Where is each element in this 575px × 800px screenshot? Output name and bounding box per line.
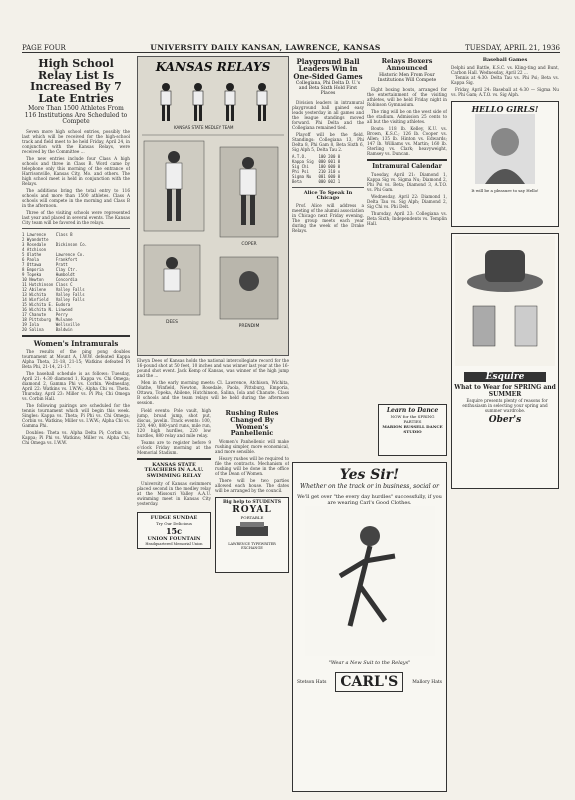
relays-photo-art (138, 57, 288, 355)
hello-girls-ad: HELLO GIRLS! It will be a pleasure to say Hello! (451, 101, 559, 227)
calendar-headline: Intramural Calendar (372, 162, 442, 170)
fudge-sundae-ad: FUDGE SUNDAE Try Our Delicious 15c UNION FOUNTAIN Headquartered Memorial Union (137, 512, 211, 549)
esquire-ad: Esquire What to Wear for SPRING and SUMMER Esquire presents plenty of reasons for enthusiasm in selecting your spring and summer wardrobe. Ober's (451, 233, 559, 489)
column-4: Relays Boxers Announced Historic Men From Four Institutions Will Compete Eight boxing bouts, arranged for the entertainment of the visiting athletes, will be held Friday night in Robinson Gymnasium. The ring will be on the west side of the stadium. Admission 25 cents to all but the visiting athletes. Bouts: 118 lb. Kelley, K.U. vs. Brown, K.S.C.; 126 lb. Cooper vs. Allen; 135 lb. Hinton vs. Edwards; 147 lb. Williams vs. Martin; 160 lb. Sterling vs. Clark; heavyweight, Ramsey vs. Duncan. Intramural Calendar Tuesday, April 21: Diamond 1, Kappa Sig vs. Sigma Nu; Diamond 2, Phi Psi vs. Beta; Diamond 3, A.T.O. vs. Phi Gam. Wednesday, April 22: Diamond 1, Delta Tau vs. Sig Alph; Diamond 2, Sig Chi vs. Phi Delt. Thursday, April 23: Collegiana vs. Beta Sixth; Independents vs. Templin Hall. (367, 57, 447, 226)
portrait-icon (475, 114, 535, 184)
entry-list: 1 Lawrence Class B 2 Wyandotte 3 Rosedale Dickinson Co. 4 Atchison 5 Olathe Lawrence Co. 6 Paola Frankfort 7 Ottawa Pratt 8 Emporia Clay Ctr. 9 Topeka Humboldt 10 Newton Concordia 11 Hutchinson Class C 12 Abilene Valley Falls 13 Wichita Valley Falls 14 Winfield Valley Falls 15 Wichita E. Eudora 16 Wichita N. Linwood 17 Chanute Perry 18 Pittsburg Mulvane 19 Iola Wellsville 20 Salina Baldwin (22, 231, 88, 332)
chicago-headline: Alice To Speak In Chicago (303, 189, 353, 202)
column-2: Elwyn Dees of Kansas holds the national intercollegiate record for the 16-pound shot at 50 feet, 10 inches and was winner last year at the 16-pound shot event. Jack Kemp of Kansas, was winner of the high jump and the ... Men in the early morning meets: Cl. Lawrence, Atchison, Wichita, Olathe, Winfield, Newton, Rosedale, Paola, Pittsburg, Emporia, Ottawa, Topeka, Abilene, Hutchinson, Salina, Iola and Chanute. Class B schools and the team relays will be held during the afternoon session. Field events: Pole vault, high jump, broad jump, shot put, discus, javelin. Track events: 100, 220, 440, 880-yard runs, mile run, 120 high hurdles, 220 low hurdles, 880 relay and mile relay. Teams are to register before 9 o'clock Friday morning at the Memorial Stadium. KANSAS STATE TEACHERS IN A.A.U. SWIMMING RELAY University of Kansas swimmers placed second in the medley relay at the Missouri Valley A.A.U. swimming meet in Kansas City yesterday. FUDGE SUNDAE Try Our Delicious 15c UNION FOUNTAIN Headquartered Memorial Union Rushing Rules Changed By Women's Panhellenic Women's Panhellenic will make rushing simpler, more economical, and more sensible. Heavy rushes will be required to file the contracts. Mechanism of rushing will be done in the office of the Dean of Women. There will be two parties allowed each house. The dates will be arranged by the council. Big help to STUDENTS ROYAL PORTABLE LAWRENCE TYPEWRITER EXCHANGE (137, 358, 289, 794)
photo-caption: Elwyn Dees of Kansas holds the national intercollegiate record for the 16-pound shot at 50 feet, 10 inches and was winner last year at the 16-pound shot event. Jack Kemp of Kansas, was winner of the high jump and the ... (137, 358, 289, 378)
baseball-body: Delphi and Battle, K.S.C. vs. Kling-ting and Bunt, Carbon Hall. Wednesday, April 22 ... (451, 65, 559, 76)
carls-ad: Yes Sir! Whether on the track or in business, social or We'll get over "the every day hurdles" successfully, if you are wearing Carl's Good Clothes. "Wear a New Suit to the Relays" Stetson Hats CARL'S Mallory Hats (292, 462, 447, 792)
playground-deck: Collegiana, Phi Delta D. U.'s and Beta Sixth Hold First Places (295, 81, 361, 96)
hat-illustration-icon (455, 236, 555, 366)
dance-studio-ad: Learn to Dance NOW for the SPRING PARTIES MARION RUSSELL DANCE STUDIO (378, 404, 447, 456)
relay-body: Seven more high school entries, possibly the last which will be received for the high-school track and field meet to be held Friday, April 24, in conjunction with the Kansas Relays, were received by the Committee ... The new entries include four Class A high schools and three in Class B. Word came by telephone only this morning of the entrance of Harrisonville, Kansas City, Mo. and others. The high school meet is held in conjunction with the Relays. The additions bring the total entry to 116 schools and more than 1500 athletes. Class A schools will compete in the morning and Class B in the afternoon. Three of the visiting schools were represented last year and placed in several events. The Kansas City team will be favored in the relays. (22, 128, 130, 225)
typewriter-icon (234, 520, 270, 538)
relays-photo (137, 56, 289, 356)
baseball-heading: Baseball Games (482, 57, 528, 63)
photo-label-coper: COPER (241, 242, 257, 247)
photo-banner: KANSAS RELAYS (155, 60, 271, 74)
boxers-deck: Historic Men From Four Institutions Will Compete (377, 72, 437, 83)
swim-headline: KANSAS STATE TEACHERS IN A.A.U. SWIMMING RELAY (144, 462, 204, 479)
column-5: Baseball Games Delphi and Battle, K.S.C. vs. Kling-ting and Bunt, Carbon Hall. Wednesday, April 22 ... Tennis at 4:30: Delta Tau vs. Phi Psi; Beta vs. Kappa Sig. Friday, April 24: Baseball at 4:30 — Sigma Nu vs. Phi Gam; A.T.O. vs. Sig Alph. HELLO GIRLS! It will be a pleasure to say Hello! Esquire What to Wear for SPRING and SUMMER Esquire presents plenty of reasons for enthusiasm in selecting your spring and summer wardrobe. Ober's (451, 56, 559, 794)
womens-headline: Women's Intramurals (33, 338, 119, 348)
playground-headline: Playground Ball Leaders Win in One-Sided Games (293, 57, 363, 81)
relay-headline: High School Relay List Is Increased By 7 Late Entries (30, 57, 122, 105)
photo-label-medley: KANSAS STATE MEDLEY TEAM (174, 125, 234, 130)
masthead (22, 38, 560, 53)
paper-title: UNIVERSITY DAILY KANSAN, LAWRENCE, KANSAS (150, 43, 381, 52)
runner-illustration-icon (305, 506, 435, 656)
column-3: Playground Ball Leaders Win in One-Sided Games Collegiana, Phi Delta D. U.'s and Beta Sixth Hold First Places Division leaders in intramural playground ball gained easy leads yesterday in all games and the league standings moved forward. Phi Delta and the Collegiana remained tied. Playoff will be the field. Standings: Collegiana 13, Phi Delta 8, Phi Gam 8, Beta Sixth 6, Sig Alph 5, Delta Tau 2. A.T.O. 100 200 0 Kappa Sig 000 001 0 Sig Chi 100 000 0 Phi Psi 210 310 x Sigma Nu 001 000 0 Beta 000 002 1 Alice To Speak In Chicago Prof. Alice will address a meeting of the alumni association in Chicago next Friday evening. The group meets each year during the week of the Drake Relays. (292, 57, 364, 234)
rushing-headline: Rushing Rules Changed By Women's Panhellenic (225, 409, 279, 438)
photo-label-prendim: PRENDIM (238, 324, 260, 329)
relay-deck: More Than 1500 Athletes From 116 Institutions Are Scheduled to Compete (24, 105, 128, 126)
photo-label-dees: DEES (165, 320, 179, 325)
page-number: PAGE FOUR (22, 44, 66, 52)
column-1: High School Relay List Is Increased By 7 Late Entries More Than 1500 Athletes From 116 Institutions Are Scheduled to Compete Seven more high school entries, possibly the last which will be received for the high-school track and field meet to be held Friday, April 24, in conjunction with the Kansas Relays, were received by the Committee ... The new entries include four Class A high schools and three in Class B. Word came by telephone only this morning of the entrance of Harrisonville, Kansas City, Mo. and others. The high school meet is held in conjunction with the Relays. The additions bring the total entry to 116 schools and more than 1500 athletes. Class A schools will compete in the morning and Class B in the afternoon. Three of the visiting schools were represented last year and placed in several events. The Kansas City team will be favored in the relays. 1 Lawrence Class B 2 Wyandotte 3 Rosedale Dickinson Co. 4 Atchison 5 Olathe Lawrence Co. 6 Paola Frankfort 7 Ottawa Pratt 8 Emporia Clay Ctr. 9 Topeka Humboldt 10 Newton Concordia 11 Hutchinson Class C 12 Abilene Valley Falls 13 Wichita Valley Falls 14 Winfield Valley Falls 15 Wichita E. Eudora 16 Wichita N. Linwood 17 Chanute Perry 18 Pittsburg Mulvane 19 Iola Wellsville 20 Salina Baldwin Women's Intramurals The results of the ping pong doubles tournament at Mount A, I.W.W. defeated Kappa Alpha Theta, 21-18, 21-15; Watkins defeated Pi Beta Phi, 21-14, 21-17. The baseball schedule is as follows: Tuesday, April 21: 4:30 diamond 1, Kappa vs. Chi Omega; diamond 2, Gamma Phi vs. Corbin. Wednesday, April 22: Watkins vs. I.W.W.; Alpha Chi vs. Theta. Thursday, April 23: Miller vs. Pi Phi; Chi Omega vs. Corbin Hall. The following pairings are scheduled for the tennis tournament which will begin this week. Singles: Kappa vs. Theta; Pi Phi vs. Chi Omega; Corbin vs. Watkins; Miller vs. I.W.W.; Alpha Chi vs. Gamma Phi. Doubles: Theta vs. Alpha Delta Pi; Corbin vs. Kappa; Pi Phi vs. Watkins; Miller vs. Alpha Chi; Chi Omega vs. I.W.W. (22, 57, 130, 446)
relay-paragraph: Seven more high school entries, possibly the last which will be received for the high-school track and field meet to be held Friday, April 24, in conjunction with the Kansas Relays, were received by the Committee ... (22, 128, 130, 154)
carls-logo: CARL'S (335, 672, 403, 692)
boxers-headline: Relays Boxers Announced (381, 57, 433, 72)
royal-typewriter-ad: Big help to STUDENTS ROYAL PORTABLE LAWRENCE TYPEWRITER EXCHANGE (215, 497, 289, 573)
paper-date: TUESDAY, APRIL 21, 1936 (465, 44, 560, 52)
